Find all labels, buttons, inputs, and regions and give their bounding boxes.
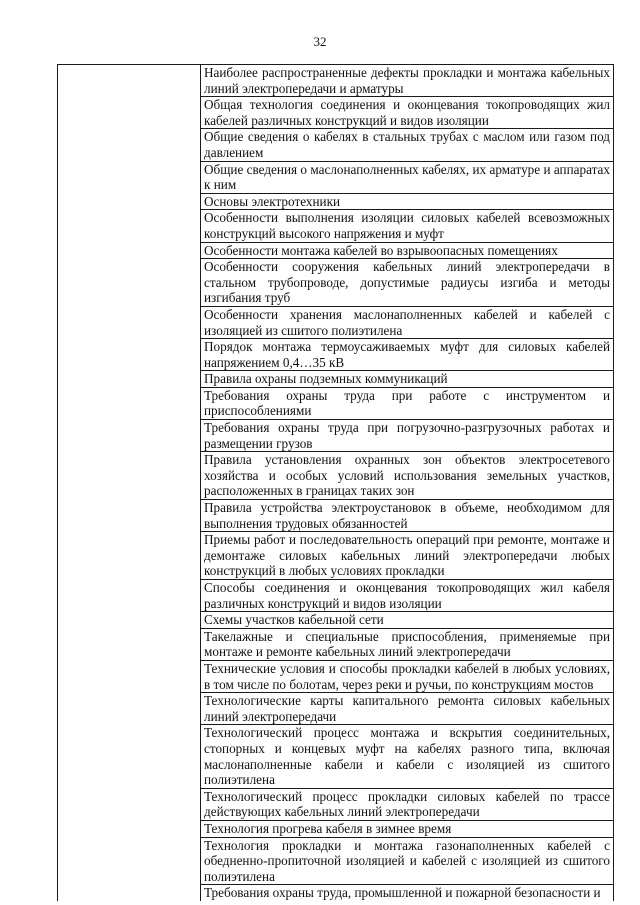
table-cell-text: Технологический процесс прокладки силовых кабелей по трассе действующих кабельных линий электропередачи bbox=[201, 788, 614, 820]
table-cell-text: Технологический процесс монтажа и вскрытия соединительных, стопорных и концевых муфт на кабелях разного типа, включая маслонаполненные кабели и кабели с изоляцией из сшитого полиэтилена bbox=[201, 725, 614, 788]
table-cell-text: Способы соединения и оконцевания токопроводящих жил кабеля различных конструкций и видов изоляции bbox=[201, 580, 614, 612]
table-cell-text: Схемы участков кабельной сети bbox=[201, 612, 614, 629]
table-body bbox=[58, 65, 614, 901]
table-cell-text: Технология прокладки и монтажа газонаполненных кабелей с обедненно-пропиточной изоляцией и кабелей с изоляцией из сшитого полиэтилена bbox=[201, 837, 614, 885]
table-cell-text: Такелажные и специальные приспособления, применяемые при монтаже и ремонте кабельных линий электропередачи bbox=[201, 628, 614, 660]
table-cell-text: Наиболее распространенные дефекты прокладки и монтажа кабельных линий электропередачи и арматуры bbox=[201, 65, 614, 97]
table-cell-text: Общие сведения о кабелях в стальных трубах с маслом или газом под давлением bbox=[201, 129, 614, 161]
table-cell-text: Технологические карты капитального ремонта силовых кабельных линий электропередачи bbox=[201, 693, 614, 725]
table-cell-text: Особенности сооружения кабельных линий электропередачи в стальном трубопроводе, допустимые радиусы изгиба и методы изгибания труб bbox=[201, 259, 614, 307]
table-cell-text: Правила установления охранных зон объектов электросетевого хозяйства и особых условий использования земельных участков, расположенных в границах таких зон bbox=[201, 452, 614, 500]
table-cell-text: Технические условия и способы прокладки кабелей в любых условиях, в том числе по болотам, через реки и ручьи, по конструкциям мостов bbox=[201, 660, 614, 692]
table-cell-text: Требования охраны труда, промышленной и пожарной безопасности и bbox=[201, 885, 614, 901]
table-cell-text: Требования охраны труда при работе с инструментом и приспособлениями bbox=[201, 387, 614, 419]
table-cell-text: Технология прогрева кабеля в зимнее время bbox=[201, 820, 614, 837]
left-column-cell bbox=[58, 65, 201, 901]
table-cell-text: Требования охраны труда при погрузочно-разгрузочных работах и размещении грузов bbox=[201, 420, 614, 452]
knowledge-table bbox=[57, 64, 614, 901]
table-cell-text: Правила охраны подземных коммуникаций bbox=[201, 371, 614, 388]
table-cell-text: Особенности выполнения изоляции силовых кабелей всевозможных конструкций высокого напряжения и муфт bbox=[201, 210, 614, 242]
table-cell-text: Общие сведения о маслонаполненных кабелях, их арматуре и аппаратах к ним bbox=[201, 161, 614, 193]
table-row bbox=[58, 65, 614, 97]
table-cell-text: Особенности хранения маслонаполненных кабелей и кабелей с изоляцией из сшитого полиэтилена bbox=[201, 306, 614, 338]
table-cell-text: Основы электротехники bbox=[201, 193, 614, 210]
page-number: 32 bbox=[313, 34, 327, 49]
table-cell-text: Порядок монтажа термоусаживаемых муфт для силовых кабелей напряжением 0,4…35 кВ bbox=[201, 339, 614, 371]
table-cell-text: Приемы работ и последовательность операций при ремонте, монтаже и демонтаже силовых кабельных линий электропередачи любых конструкций в любых условиях прокладки bbox=[201, 532, 614, 580]
table-cell-text: Общая технология соединения и оконцевания токопроводящих жил кабелей различных конструкций и видов изоляции bbox=[201, 97, 614, 129]
table-cell-text: Особенности монтажа кабелей во взрывоопасных помещениях bbox=[201, 242, 614, 259]
table-cell-text: Правила устройства электроустановок в объеме, необходимом для выполнения трудовых обязанностей bbox=[201, 500, 614, 532]
